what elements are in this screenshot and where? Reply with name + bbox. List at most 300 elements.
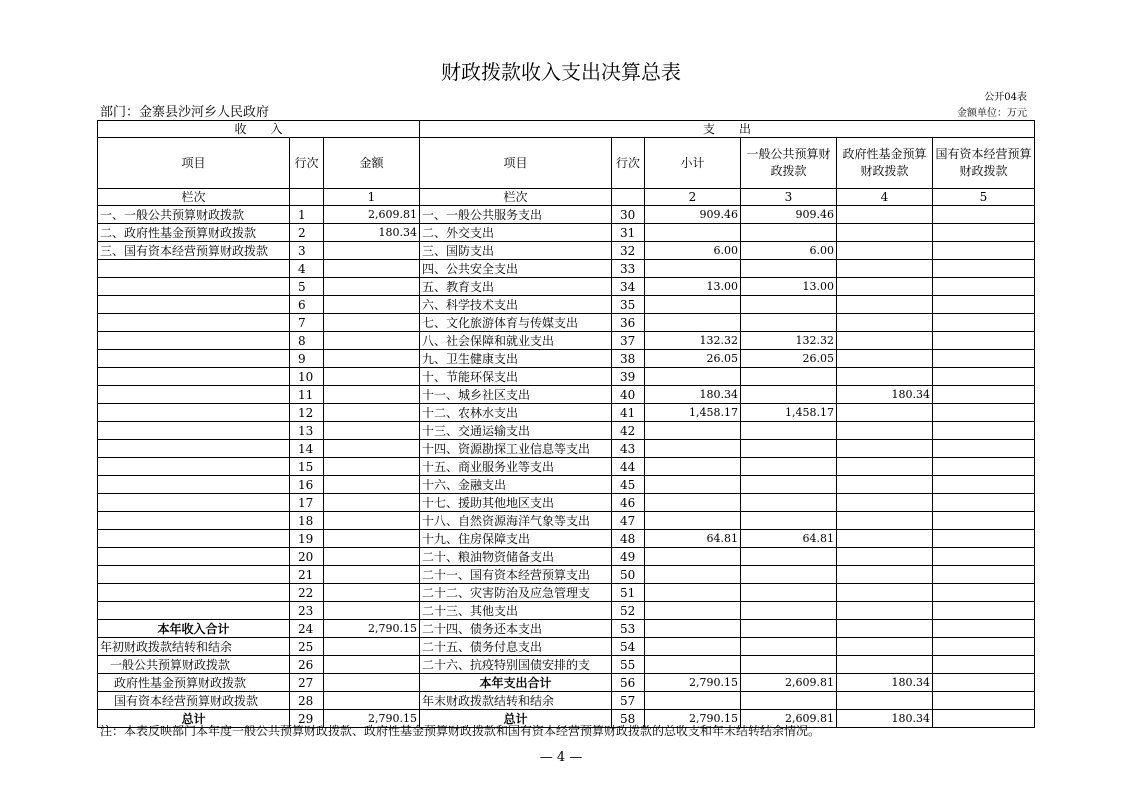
state-capital-cell [933,494,1035,512]
subtotal-cell: 26.05 [645,350,741,368]
table-row [98,692,1035,710]
subtotal-cell [645,602,741,620]
income-row-no-cell: 9 [290,350,324,368]
income-row-no-cell: 25 [290,638,324,656]
state-capital-cell [933,404,1035,422]
subtotal-cell: 13.00 [645,278,741,296]
general-budget-cell [741,620,837,638]
expense-row-no-cell: 55 [612,656,645,674]
gov-fund-cell [837,548,933,566]
report-title: 财政拨款收入支出决算总表 [441,60,681,84]
expense-item-cell: 二十四、债务还本支出 [420,620,612,638]
income-amount-cell [324,656,420,674]
expense-item-cell: 二十五、债务付息支出 [420,638,612,656]
state-capital-cell [933,440,1035,458]
income-item-cell [98,332,290,350]
table-row [98,602,1035,620]
subtotal-cell: 6.00 [645,242,741,260]
gov-fund-cell [837,656,933,674]
income-row-no-cell: 16 [290,476,324,494]
income-row-no-cell: 5 [290,278,324,296]
table-row [98,422,1035,440]
table-row [98,566,1035,584]
income-amount-cell [324,494,420,512]
income-amount-cell [324,404,420,422]
income-item-cell [98,548,290,566]
state-capital-cell [933,224,1035,242]
expense-row-no-cell: 30 [612,206,645,224]
table-row [98,656,1035,674]
expense-row-no-cell: 49 [612,548,645,566]
gov-fund-cell [837,638,933,656]
expense-item-cell: 五、教育支出 [420,278,612,296]
income-item-cell [98,584,290,602]
subtotal-cell [645,656,741,674]
subtotal-cell: 909.46 [645,206,741,224]
income-amount-cell [324,296,420,314]
state-capital-cell [933,476,1035,494]
income-item-cell [98,296,290,314]
gov-fund-cell [837,404,933,422]
income-amount-cell [324,638,420,656]
income-amount-cell [324,260,420,278]
state-capital-cell [933,386,1035,404]
subtotal-header: 小计 [645,138,741,189]
gov-fund-cell [837,494,933,512]
expense-item-cell: 十八、自然资源海洋气象等支出 [420,512,612,530]
section-header-row [98,121,1035,138]
income-section-header: 收 入 [98,121,420,138]
expense-row-no-header: 行次 [612,138,645,189]
state-capital-cell [933,296,1035,314]
income-item-cell [98,422,290,440]
income-item-cell [98,440,290,458]
state-capital-cell [933,548,1035,566]
expense-row-no-cell: 57 [612,692,645,710]
general-budget-cell: 2,609.81 [741,674,837,692]
subtotal-cell [645,224,741,242]
state-capital-cell [933,674,1035,692]
income-item-cell [98,512,290,530]
income-amount-cell [324,548,420,566]
state-capital-cell [933,278,1035,296]
income-amount-cell [324,242,420,260]
subtotal-cell [645,314,741,332]
income-row-no-cell: 8 [290,332,324,350]
general-budget-cell [741,512,837,530]
general-budget-cell [741,386,837,404]
gov-fund-cell: 180.34 [837,674,933,692]
income-amount-cell [324,584,420,602]
income-item-cell [98,260,290,278]
amount-unit: 金额单位：万元 [957,108,1027,119]
gov-fund-cell [837,242,933,260]
expense-item-cell: 十七、援助其他地区支出 [420,494,612,512]
income-amount-cell [324,314,420,332]
income-row-no-cell: 4 [290,260,324,278]
income-item-header: 项目 [98,138,290,189]
expense-row-no-cell: 41 [612,404,645,422]
general-budget-cell [741,296,837,314]
expense-item-cell: 年末财政拨款结转和结余 [420,692,612,710]
table-row [98,296,1035,314]
income-row-no-cell: 13 [290,422,324,440]
subtotal-cell: 1,458.17 [645,404,741,422]
expense-row-no-cell: 56 [612,674,645,692]
income-item-cell: 一般公共预算财政拨款 [98,656,290,674]
income-amount-cell [324,566,420,584]
state-capital-header: 国有资本经营预算财政拨款 [933,138,1035,189]
state-capital-cell [933,656,1035,674]
gov-fund-cell [837,314,933,332]
income-row-no-cell: 11 [290,386,324,404]
general-budget-cell: 2,609.81 [741,710,837,728]
general-budget-cell [741,476,837,494]
expense-item-cell: 三、国防支出 [420,242,612,260]
income-item-cell: 总计 [98,710,290,728]
expense-row-no-cell: 38 [612,350,645,368]
expense-row-no-cell: 53 [612,620,645,638]
gov-fund-cell [837,422,933,440]
state-capital-cell [933,602,1035,620]
income-row-no-cell: 29 [290,710,324,728]
expense-row-no-cell: 44 [612,458,645,476]
table-row [98,368,1035,386]
subtotal-cell: 132.32 [645,332,741,350]
income-row-no-cell: 27 [290,674,324,692]
state-capital-cell [933,458,1035,476]
income-row-no-cell: 2 [290,224,324,242]
income-row-no-cell: 28 [290,692,324,710]
general-budget-cell [741,566,837,584]
gov-fund-cell [837,566,933,584]
income-row-no-cell: 1 [290,206,324,224]
income-row-no-cell: 20 [290,548,324,566]
subtotal-cell [645,638,741,656]
table-row [98,458,1035,476]
income-amount-cell [324,530,420,548]
income-row-no-cell: 7 [290,314,324,332]
general-budget-cell [741,314,837,332]
department-label: 部门：金寨县沙河乡人民政府 [100,105,270,120]
table-row [98,548,1035,566]
table-row [98,206,1035,224]
gov-fund-cell [837,206,933,224]
col-number-4: 4 [837,189,933,206]
subtotal-cell [645,548,741,566]
income-amount-cell: 180.34 [324,224,420,242]
general-budget-cell [741,368,837,386]
income-item-cell [98,350,290,368]
expense-item-cell: 十一、城乡社区支出 [420,386,612,404]
state-capital-cell [933,620,1035,638]
expense-row-no-cell: 33 [612,260,645,278]
footnote: 注：本表反映部门本年度一般公共预算财政拨款、政府性基金预算财政拨款和国有资本经营预算财政拨款的总收支和年末结转结余情况。 [100,724,821,738]
col-number-2: 2 [645,189,741,206]
general-budget-cell: 1,458.17 [741,404,837,422]
income-item-cell [98,494,290,512]
state-capital-cell [933,638,1035,656]
gov-fund-cell [837,458,933,476]
expense-row-no-cell: 50 [612,566,645,584]
table-row [98,530,1035,548]
general-budget-cell: 909.46 [741,206,837,224]
table-row [98,440,1035,458]
income-amount-cell: 2,790.15 [324,710,420,728]
expense-item-cell: 二十二、灾害防治及应急管理支 [420,584,612,602]
income-item-cell: 一、一般公共预算财政拨款 [98,206,290,224]
expense-item-header: 项目 [420,138,612,189]
expense-row-no-cell: 58 [612,710,645,728]
income-amount-cell [324,512,420,530]
expense-item-cell: 十、节能环保支出 [420,368,612,386]
gov-fund-header: 政府性基金预算财政拨款 [837,138,933,189]
income-row-no-cell: 19 [290,530,324,548]
income-amount-cell [324,458,420,476]
subtotal-cell [645,422,741,440]
general-budget-cell: 13.00 [741,278,837,296]
subtotal-cell: 2,790.15 [645,710,741,728]
expense-row-no-cell: 34 [612,278,645,296]
expense-row-no-cell: 32 [612,242,645,260]
income-item-cell: 二、政府性基金预算财政拨款 [98,224,290,242]
income-item-cell: 本年收入合计 [98,620,290,638]
income-item-cell: 三、国有资本经营预算财政拨款 [98,242,290,260]
gov-fund-cell [837,584,933,602]
table-row [98,674,1035,692]
expense-item-cell: 十五、商业服务业等支出 [420,458,612,476]
subtotal-cell [645,620,741,638]
general-budget-cell: 26.05 [741,350,837,368]
general-budget-cell [741,260,837,278]
subtotal-cell [645,296,741,314]
expense-row-no-cell: 37 [612,332,645,350]
column-header-row [98,138,1035,189]
column-number-row [98,189,1035,206]
table-row [98,404,1035,422]
income-row-no-cell: 22 [290,584,324,602]
table-row [98,494,1035,512]
expense-item-cell: 二十三、其他支出 [420,602,612,620]
gov-fund-cell [837,278,933,296]
general-budget-cell [741,584,837,602]
table-row [98,476,1035,494]
state-capital-cell [933,710,1035,728]
gov-fund-cell [837,350,933,368]
income-row-no-cell: 10 [290,368,324,386]
expense-item-cell: 二、外交支出 [420,224,612,242]
income-row-no-cell: 12 [290,404,324,422]
expense-item-cell: 八、社会保障和就业支出 [420,332,612,350]
gov-fund-cell [837,530,933,548]
income-row-no-cell: 18 [290,512,324,530]
income-amount-cell [324,440,420,458]
subtotal-cell [645,260,741,278]
expense-item-cell: 六、科学技术支出 [420,296,612,314]
gov-fund-cell [837,620,933,638]
income-item-cell [98,458,290,476]
income-row-no-header: 行次 [290,138,324,189]
income-item-cell [98,404,290,422]
table-row [98,224,1035,242]
col-number-5: 5 [933,189,1035,206]
income-item-cell [98,476,290,494]
table-row [98,278,1035,296]
general-budget-cell: 132.32 [741,332,837,350]
final-accounts-table [97,120,1035,728]
expense-row-no-cell: 47 [612,512,645,530]
state-capital-cell [933,350,1035,368]
expense-item-cell: 九、卫生健康支出 [420,350,612,368]
state-capital-cell [933,512,1035,530]
expense-row-no-cell: 46 [612,494,645,512]
income-item-cell [98,602,290,620]
state-capital-cell [933,422,1035,440]
income-amount-cell: 2,790.15 [324,620,420,638]
income-item-cell [98,386,290,404]
gov-fund-cell [837,440,933,458]
subtotal-cell [645,584,741,602]
table-row [98,584,1035,602]
expense-item-cell: 十六、金融支出 [420,476,612,494]
subtotal-cell [645,494,741,512]
expense-item-cell: 本年支出合计 [420,674,612,692]
table-row [98,314,1035,332]
table-row [98,386,1035,404]
table-row [98,242,1035,260]
state-capital-cell [933,314,1035,332]
state-capital-cell [933,692,1035,710]
expense-row-no-cell: 51 [612,584,645,602]
general-budget-cell [741,638,837,656]
table-row [98,332,1035,350]
expense-item-cell: 二十、粮油物资储备支出 [420,548,612,566]
general-budget-cell [741,656,837,674]
gov-fund-cell [837,260,933,278]
subtotal-cell [645,368,741,386]
general-budget-cell: 64.81 [741,530,837,548]
gov-fund-cell [837,368,933,386]
income-amount-cell [324,278,420,296]
expense-row-no-cell: 45 [612,476,645,494]
income-item-cell: 政府性基金预算财政拨款 [98,674,290,692]
general-budget-cell: 6.00 [741,242,837,260]
subtotal-cell [645,512,741,530]
expense-row-no-cell: 52 [612,602,645,620]
subtotal-cell [645,440,741,458]
income-item-cell [98,314,290,332]
general-budget-cell [741,458,837,476]
table-row [98,260,1035,278]
income-row-no-cell: 14 [290,440,324,458]
expense-row-no-cell: 31 [612,224,645,242]
gov-fund-cell [837,296,933,314]
expense-item-cell: 十二、农林水支出 [420,404,612,422]
expense-item-cell: 总计 [420,710,612,728]
col-number-1: 1 [324,189,420,206]
gov-fund-cell [837,224,933,242]
gov-fund-cell [837,602,933,620]
general-budget-cell [741,494,837,512]
income-item-cell [98,278,290,296]
col-number-3: 3 [741,189,837,206]
general-budget-cell [741,602,837,620]
subtotal-cell [645,566,741,584]
general-budget-cell [741,224,837,242]
income-amount-cell [324,422,420,440]
income-item-cell [98,566,290,584]
income-item-cell [98,530,290,548]
state-capital-cell [933,566,1035,584]
subtotal-cell [645,476,741,494]
state-capital-cell [933,584,1035,602]
expense-col-label: 栏次 [420,189,612,206]
table-row [98,620,1035,638]
income-row-no-cell: 6 [290,296,324,314]
table-row [98,638,1035,656]
subtotal-cell [645,458,741,476]
expense-item-cell: 十四、资源勘探工业信息等支出 [420,440,612,458]
subtotal-cell: 180.34 [645,386,741,404]
expense-item-cell: 十九、住房保障支出 [420,530,612,548]
state-capital-cell [933,206,1035,224]
expense-item-cell: 一、一般公共服务支出 [420,206,612,224]
income-amount-cell [324,674,420,692]
state-capital-cell [933,368,1035,386]
form-number: 公开04表 [984,92,1027,103]
expense-col-blank [612,189,645,206]
income-amount-cell [324,692,420,710]
income-col-blank [290,189,324,206]
table-row [98,350,1035,368]
expense-item-cell: 二十六、抗疫特别国债安排的支 [420,656,612,674]
general-budget-cell [741,440,837,458]
gov-fund-cell [837,332,933,350]
state-capital-cell [933,260,1035,278]
general-budget-cell [741,692,837,710]
income-row-no-cell: 17 [290,494,324,512]
state-capital-cell [933,242,1035,260]
gov-fund-cell [837,512,933,530]
gov-fund-cell: 180.34 [837,710,933,728]
expense-section-header: 支 出 [420,121,1035,138]
expense-row-no-cell: 35 [612,296,645,314]
expense-row-no-cell: 54 [612,638,645,656]
page-number: — 4 — [539,750,583,765]
income-row-no-cell: 23 [290,602,324,620]
income-item-cell: 国有资本经营预算财政拨款 [98,692,290,710]
income-amount-cell [324,350,420,368]
expense-item-cell: 四、公共安全支出 [420,260,612,278]
income-amount-cell: 2,609.81 [324,206,420,224]
expense-row-no-cell: 48 [612,530,645,548]
table-row [98,512,1035,530]
state-capital-cell [933,530,1035,548]
gov-fund-cell: 180.34 [837,386,933,404]
subtotal-cell: 2,790.15 [645,674,741,692]
income-item-cell [98,368,290,386]
expense-row-no-cell: 42 [612,422,645,440]
subtotal-cell [645,692,741,710]
expense-row-no-cell: 39 [612,368,645,386]
income-col-label: 栏次 [98,189,290,206]
general-budget-cell [741,422,837,440]
income-item-cell: 年初财政拨款结转和结余 [98,638,290,656]
subtotal-cell: 64.81 [645,530,741,548]
general-budget-header: 一般公共预算财政拨款 [741,138,837,189]
gov-fund-cell [837,692,933,710]
income-row-no-cell: 3 [290,242,324,260]
